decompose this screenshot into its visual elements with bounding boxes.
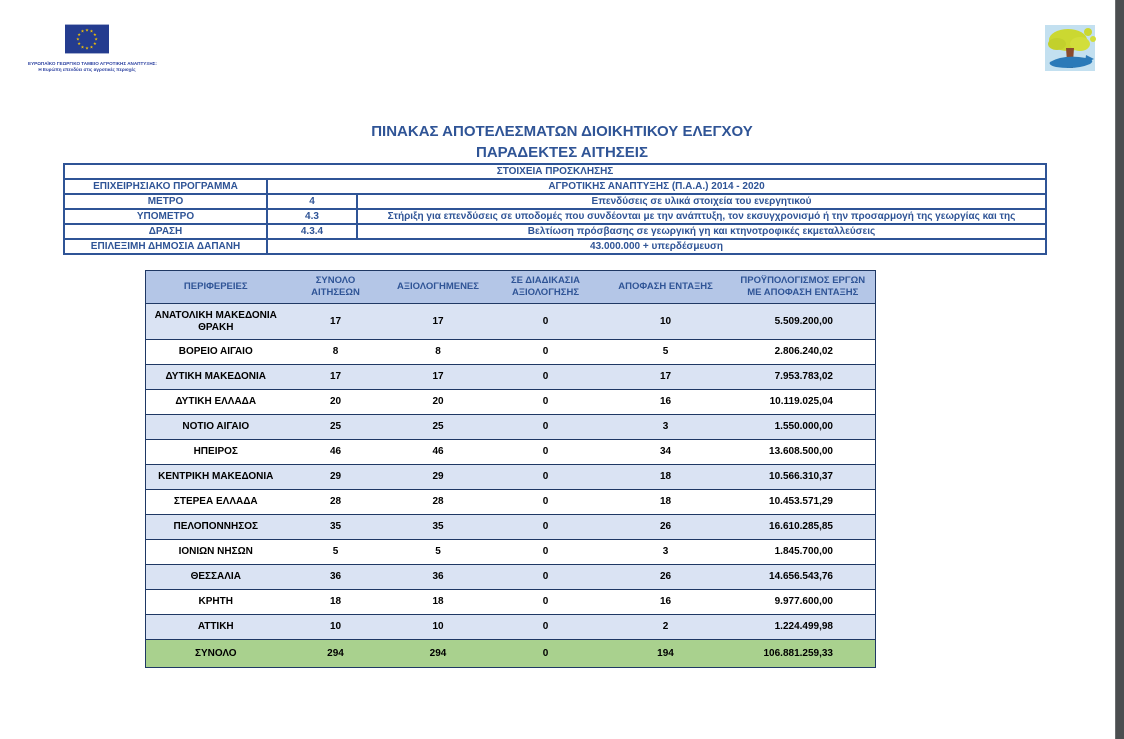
svg-text:★: ★: [85, 45, 89, 51]
action-value: Βελτίωση πρόσβασης σε γεωργική γη και κτηνοτροφικές εκμεταλλεύσεις: [357, 224, 1046, 239]
evaluated-cell: 36: [386, 565, 491, 590]
evaluated-cell: 35: [386, 515, 491, 540]
evaluated-cell: 294: [386, 640, 491, 668]
budget-cell: 1.224.499,98: [731, 615, 876, 640]
results-header-row: [146, 271, 876, 304]
svg-text:★: ★: [80, 44, 85, 50]
approved-cell: 26: [601, 565, 731, 590]
results-table: [145, 270, 875, 668]
evaluated-cell: 17: [386, 304, 491, 340]
total-row-label: ΣΥΝΟΛΟ: [146, 640, 286, 668]
total-cell: 46: [286, 440, 386, 465]
svg-text:★: ★: [93, 31, 97, 37]
budget-cell: 14.656.543,76: [731, 565, 876, 590]
evaluated-cell: 8: [386, 340, 491, 365]
table-row: [146, 440, 876, 465]
eligible-budget-row: [64, 239, 1046, 254]
region-cell: ΚΡΗΤΗ: [146, 590, 286, 615]
svg-text:★: ★: [80, 28, 85, 34]
region-cell: ΙΟΝΙΩΝ ΝΗΣΩΝ: [146, 540, 286, 565]
table-row: [146, 615, 876, 640]
table-row: [146, 540, 876, 565]
total-cell: 25: [286, 415, 386, 440]
budget-cell: 10.566.310,37: [731, 465, 876, 490]
vertical-scrollbar[interactable]: [1115, 0, 1124, 739]
total-cell: 294: [286, 640, 386, 668]
approved-cell: 5: [601, 340, 731, 365]
col-header-evaluated: ΑΞΙΟΛΟΓΗΜΕΝΕΣ: [386, 271, 491, 304]
action-row: [64, 224, 1046, 239]
submeasure-label: ΥΠΟΜΕΤΡΟ: [64, 209, 267, 224]
region-cell: ΑΤΤΙΚΗ: [146, 615, 286, 640]
svg-text:★: ★: [77, 41, 81, 47]
total-cell: 5: [286, 540, 386, 565]
total-cell: 29: [286, 465, 386, 490]
total-cell: 17: [286, 304, 386, 340]
region-cell: ΔΥΤΙΚΗ ΕΛΛΑΔΑ: [146, 390, 286, 415]
budget-cell: 1.550.000,00: [731, 415, 876, 440]
evaluated-cell: 25: [386, 415, 491, 440]
page-subtitle: ΠΑΡΑΔΕΚΤΕΣ ΑΙΤΗΣΕΙΣ: [476, 144, 648, 161]
col-header-total-applications: ΣΥΝΟΛΟ ΑΙΤΗΣΕΩΝ: [286, 271, 386, 304]
region-cell: ΣΤΕΡΕΑ ΕΛΛΑΔΑ: [146, 490, 286, 515]
in-progress-cell: 0: [491, 390, 601, 415]
in-progress-cell: 0: [491, 340, 601, 365]
total-row: [146, 640, 876, 668]
in-progress-cell: 0: [491, 490, 601, 515]
col-header-regions: ΠΕΡΙΦΕΡΕΙΕΣ: [146, 271, 286, 304]
table-row: [146, 515, 876, 540]
call-header-row: [64, 164, 1046, 179]
approved-cell: 17: [601, 365, 731, 390]
approved-cell: 10: [601, 304, 731, 340]
programme-row: [64, 179, 1046, 194]
svg-text:★: ★: [77, 31, 81, 37]
submeasure-row: [64, 209, 1046, 224]
approved-cell: 2: [601, 615, 731, 640]
call-details-header: ΣΤΟΙΧΕΙΑ ΠΡΟΣΚΛΗΣΗΣ: [64, 164, 1046, 179]
svg-text:★: ★: [85, 27, 89, 33]
approved-cell: 16: [601, 390, 731, 415]
action-code: 4.3.4: [267, 224, 357, 239]
in-progress-cell: 0: [491, 515, 601, 540]
svg-text:★: ★: [89, 44, 94, 50]
region-cell: ΒΟΡΕΙΟ ΑΙΓΑΙΟ: [146, 340, 286, 365]
measure-row: [64, 194, 1046, 209]
in-progress-cell: 0: [491, 615, 601, 640]
total-cell: 17: [286, 365, 386, 390]
table-row: [146, 340, 876, 365]
evaluated-cell: 20: [386, 390, 491, 415]
measure-label: ΜΕΤΡΟ: [64, 194, 267, 209]
region-cell: ΠΕΛΟΠΟΝΝΗΣΟΣ: [146, 515, 286, 540]
region-cell: ΑΝΑΤΟΛΙΚΗ ΜΑΚΕΔΟΝΙΑ ΘΡΑΚΗ: [146, 304, 286, 340]
submeasure-value: Στήριξη για επενδύσεις σε υποδομές που συνδέονται με την ανάπτυξη, τον εκσυγχρονισμό ή την προσαρμογή της γεωργίας και της: [357, 209, 1046, 224]
approved-cell: 194: [601, 640, 731, 668]
region-cell: ΔΥΤΙΚΗ ΜΑΚΕΔΟΝΙΑ: [146, 365, 286, 390]
total-cell: 10: [286, 615, 386, 640]
action-label: ΔΡΑΣΗ: [64, 224, 267, 239]
total-cell: 8: [286, 340, 386, 365]
region-cell: ΘΕΣΣΑΛΙΑ: [146, 565, 286, 590]
region-cell: ΝΟΤΙΟ ΑΙΓΑΙΟ: [146, 415, 286, 440]
in-progress-cell: 0: [491, 540, 601, 565]
programme-value: ΑΓΡΟΤΙΚΗΣ ΑΝΑΠΤΥΞΗΣ (Π.Α.Α.) 2014 - 2020: [267, 179, 1046, 194]
approved-cell: 3: [601, 540, 731, 565]
budget-cell: 10.453.571,29: [731, 490, 876, 515]
table-row: [146, 415, 876, 440]
eu-flag-icon: [65, 24, 109, 54]
col-header-approved: ΑΠΟΦΑΣΗ ΕΝΤΑΞΗΣ: [601, 271, 731, 304]
region-cell: ΗΠΕΙΡΟΣ: [146, 440, 286, 465]
table-row: [146, 365, 876, 390]
programme-label: ΕΠΙΧΕΙΡΗΣΙΑΚΟ ΠΡΟΓΡΑΜΜΑ: [64, 179, 267, 194]
table-row: [146, 565, 876, 590]
svg-text:★: ★: [89, 28, 94, 34]
in-progress-cell: 0: [491, 465, 601, 490]
budget-cell: 2.806.240,02: [731, 340, 876, 365]
in-progress-cell: 0: [491, 640, 601, 668]
eligible-budget-value: 43.000.000 + υπερδέσμευση: [267, 239, 1046, 254]
svg-text:★: ★: [94, 36, 98, 42]
table-row: [146, 490, 876, 515]
in-progress-cell: 0: [491, 365, 601, 390]
submeasure-code: 4.3: [267, 209, 357, 224]
rural-programme-tree-icon: [1042, 22, 1100, 74]
table-row: [146, 465, 876, 490]
total-cell: 20: [286, 390, 386, 415]
page-title: ΠΙΝΑΚΑΣ ΑΠΟΤΕΛΕΣΜΑΤΩΝ ΔΙΟΙΚΗΤΙΚΟΥ ΕΛΕΓΧΟΥ: [371, 123, 753, 140]
in-progress-cell: 0: [491, 590, 601, 615]
evaluated-cell: 10: [386, 615, 491, 640]
approved-cell: 3: [601, 415, 731, 440]
evaluated-cell: 46: [386, 440, 491, 465]
budget-cell: 13.608.500,00: [731, 440, 876, 465]
region-cell: ΚΕΝΤΡΙΚΗ ΜΑΚΕΔΟΝΙΑ: [146, 465, 286, 490]
svg-text:★: ★: [93, 41, 97, 47]
approved-cell: 26: [601, 515, 731, 540]
call-details-table: [63, 163, 1047, 255]
evaluated-cell: 29: [386, 465, 491, 490]
evaluated-cell: 18: [386, 590, 491, 615]
budget-cell: 5.509.200,00: [731, 304, 876, 340]
approved-cell: 34: [601, 440, 731, 465]
measure-code: 4: [267, 194, 357, 209]
eu-caption-line1: ΕΥΡΩΠΑΪΚΟ ΓΕΩΡΓΙΚΟ ΤΑΜΕΙΟ ΑΓΡΟΤΙΚΗΣ ΑΝΑΠΤΥΞΗΣ:: [28, 61, 157, 66]
approved-cell: 16: [601, 590, 731, 615]
col-header-budget: ΠΡΟΫΠΟΛΟΓΙΣΜΟΣ ΕΡΓΩΝ ΜΕ ΑΠΟΦΑΣΗ ΕΝΤΑΞΗΣ: [731, 271, 876, 304]
in-progress-cell: 0: [491, 415, 601, 440]
approved-cell: 18: [601, 490, 731, 515]
evaluated-cell: 28: [386, 490, 491, 515]
eu-caption-line2: Η Ευρώπη επενδύει στις αγροτικές περιοχές: [38, 67, 136, 72]
budget-cell: 9.977.600,00: [731, 590, 876, 615]
table-row: [146, 590, 876, 615]
table-row: [146, 390, 876, 415]
col-header-in-progress: ΣΕ ΔΙΑΔΙΚΑΣΙΑ ΑΞΙΟΛΟΓΗΣΗΣ: [491, 271, 601, 304]
budget-cell: 7.953.783,02: [731, 365, 876, 390]
table-row: [146, 304, 876, 340]
total-cell: 28: [286, 490, 386, 515]
measure-value: Επενδύσεις σε υλικά στοιχεία του ενεργητικού: [357, 194, 1046, 209]
approved-cell: 18: [601, 465, 731, 490]
budget-cell: 16.610.285,85: [731, 515, 876, 540]
total-cell: 36: [286, 565, 386, 590]
eligible-budget-label: ΕΠΙΛΕΞΙΜΗ ΔΗΜΟΣΙΑ ΔΑΠΑΝΗ: [64, 239, 267, 254]
budget-cell: 1.845.700,00: [731, 540, 876, 565]
eu-logo-block: [28, 24, 157, 73]
budget-cell: 10.119.025,04: [731, 390, 876, 415]
svg-text:★: ★: [76, 36, 80, 42]
evaluated-cell: 5: [386, 540, 491, 565]
evaluated-cell: 17: [386, 365, 491, 390]
total-cell: 18: [286, 590, 386, 615]
in-progress-cell: 0: [491, 440, 601, 465]
budget-cell: 106.881.259,33: [731, 640, 876, 668]
in-progress-cell: 0: [491, 304, 601, 340]
in-progress-cell: 0: [491, 565, 601, 590]
page-title-block: [0, 121, 1124, 163]
total-cell: 35: [286, 515, 386, 540]
